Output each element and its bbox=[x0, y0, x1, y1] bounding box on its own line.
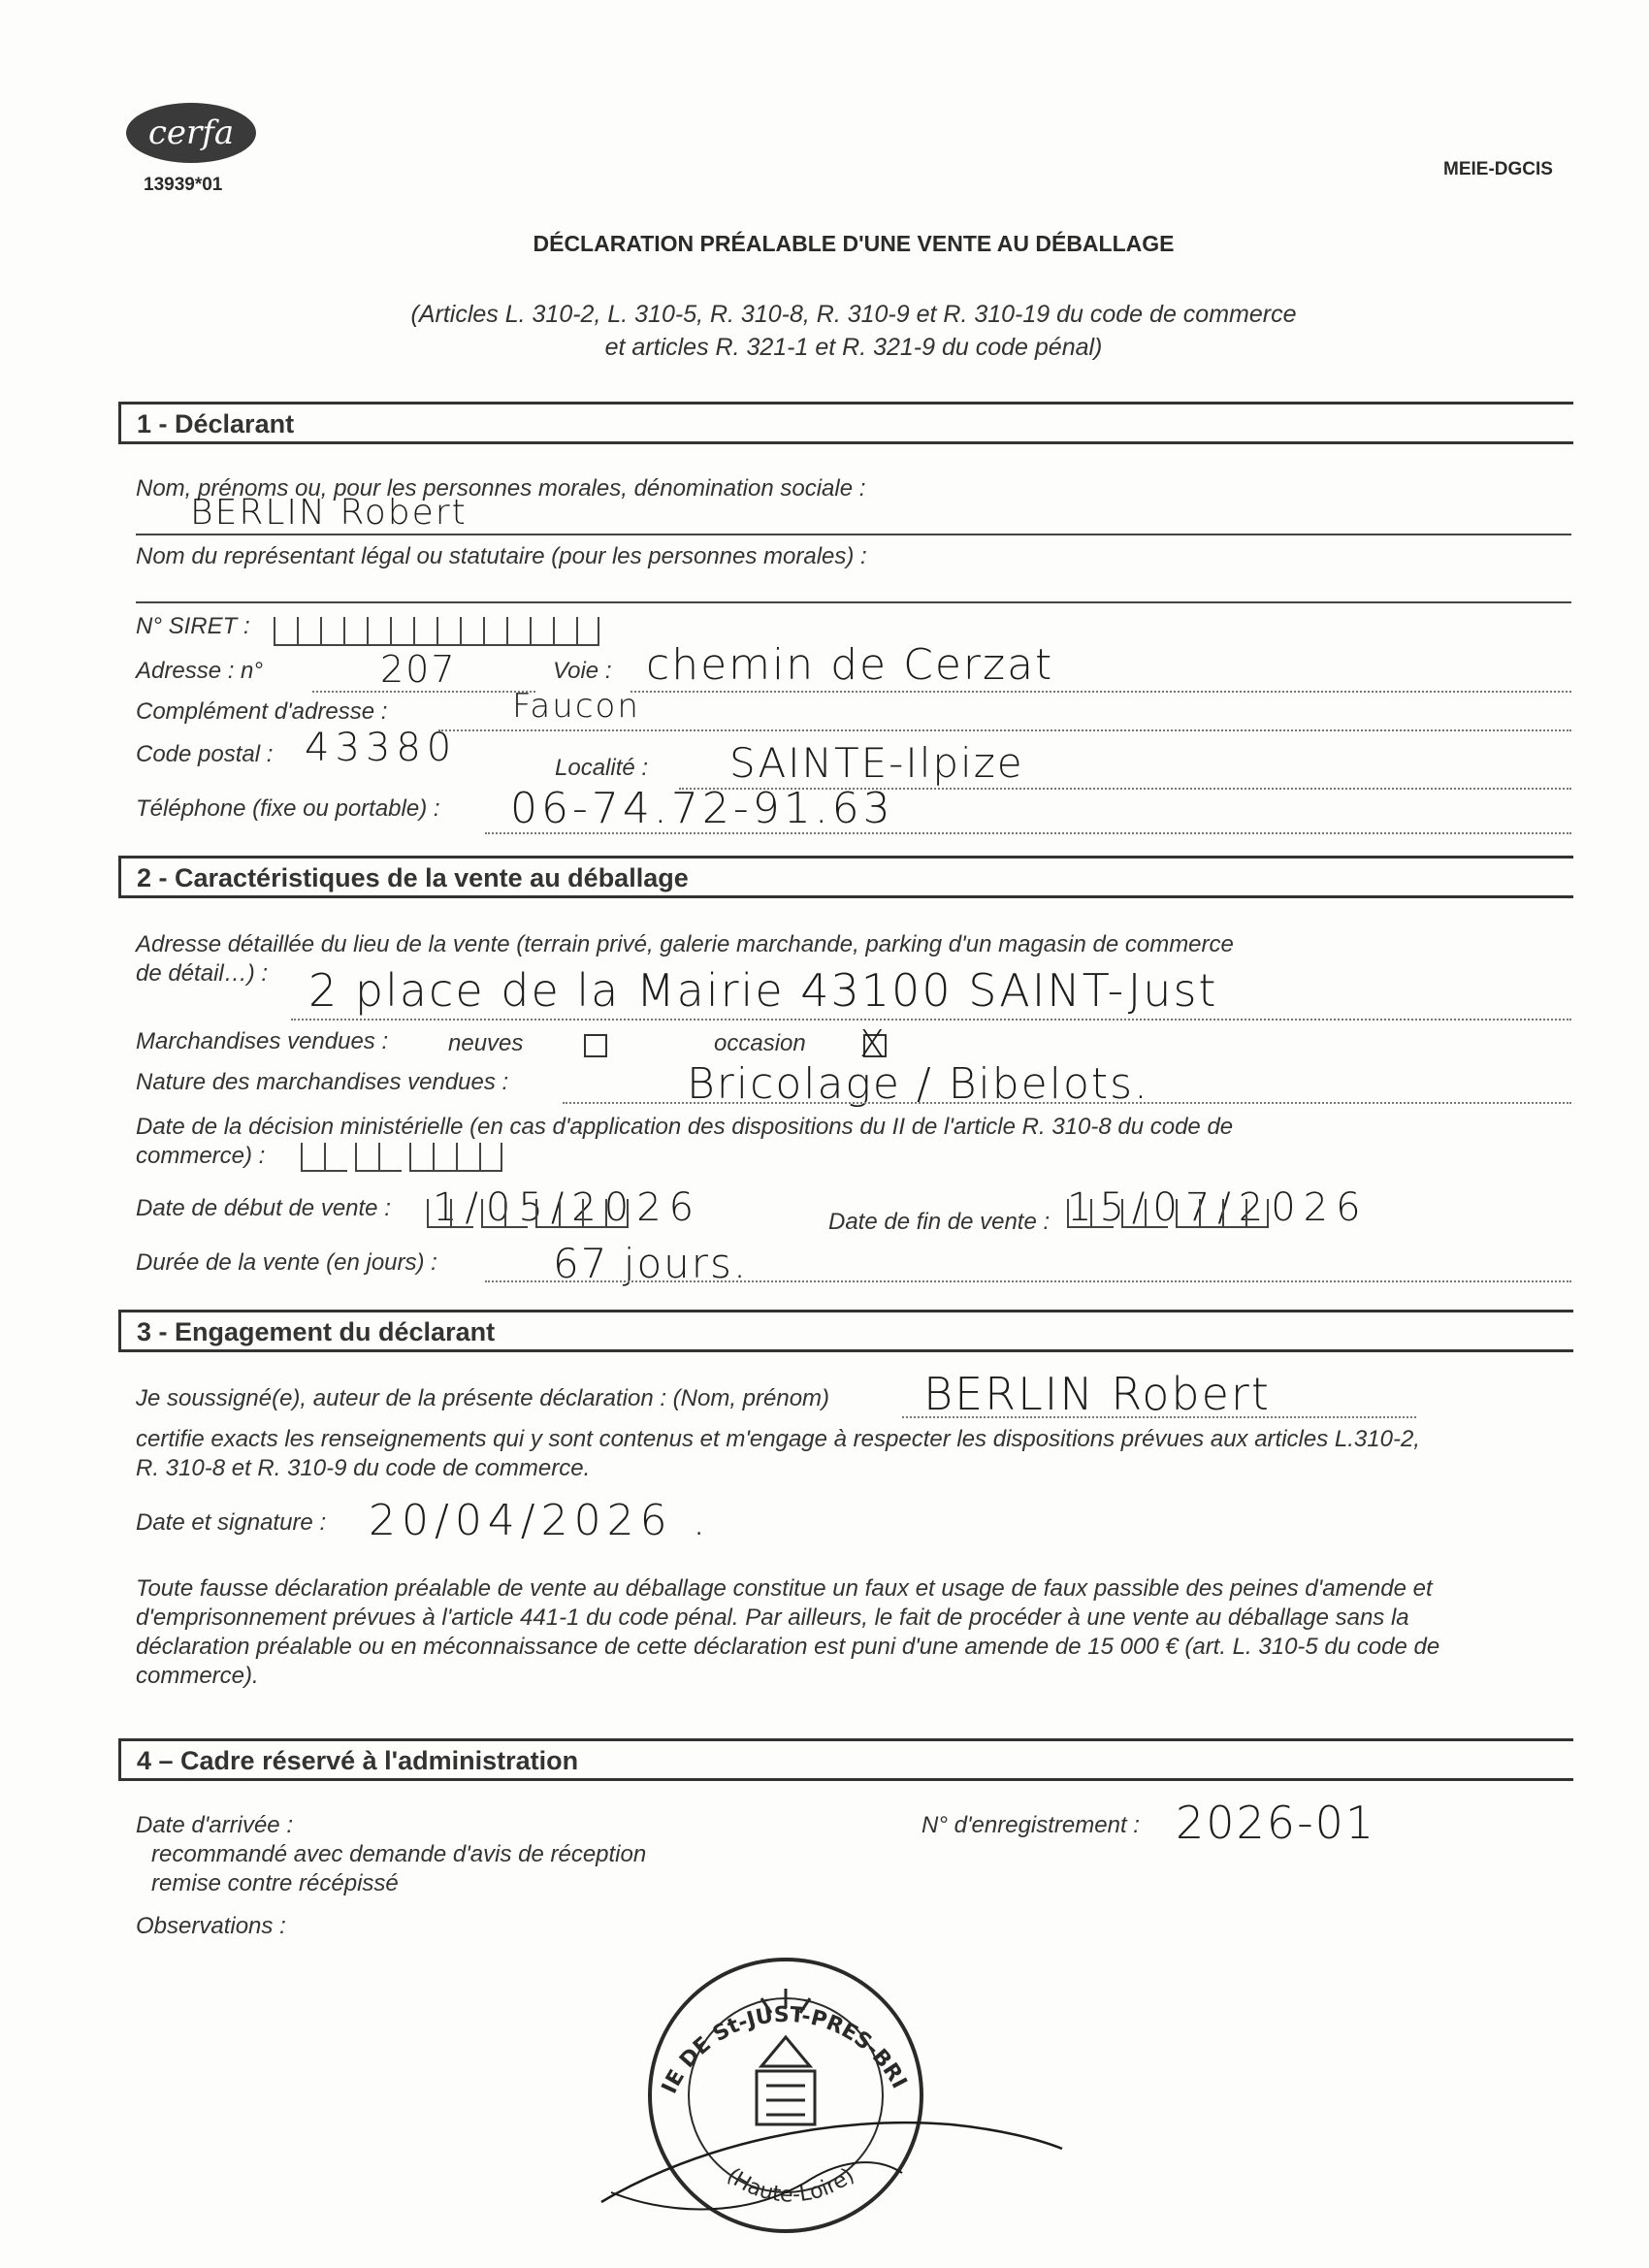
section-1-header bbox=[118, 402, 1573, 444]
articles-line-2: et articles R. 321-1 et R. 321-9 du code pénal) bbox=[604, 334, 1103, 361]
nature-value: Bricolage / Bibelots. bbox=[687, 1059, 1150, 1109]
section-2-header bbox=[118, 856, 1573, 898]
duration-label: Durée de la vente (en jours) : bbox=[136, 1249, 437, 1276]
postal-value: 43380 bbox=[305, 726, 458, 770]
undersigned-value: BERLIN Robert bbox=[923, 1368, 1271, 1420]
page-title: DÉCLARATION PRÉALABLE D'UNE VENTE AU DÉBALLAGE bbox=[533, 231, 1175, 256]
section-3-title: 3 - Engagement du déclarant bbox=[137, 1317, 496, 1346]
section-4-title: 4 – Cadre réservé à l'administration bbox=[137, 1746, 579, 1775]
svg-text:(Haute-Loire) bbox=[722, 2163, 858, 2207]
date-signature-value: 20/04/2026 . bbox=[369, 1496, 712, 1545]
arrival-label: Date d'arrivée : bbox=[136, 1812, 293, 1838]
goods-label: Marchandises vendues : bbox=[136, 1028, 389, 1054]
start-value: 1/05/2026 bbox=[433, 1185, 702, 1230]
complement-line bbox=[438, 729, 1571, 731]
section-3-header bbox=[118, 1310, 1573, 1352]
warning-line-1: Toute fausse déclaration préalable de vente au déballage constitue un faux et usage de faux passible des peines d'amende et bbox=[136, 1575, 1433, 1602]
voie-line bbox=[630, 691, 1571, 693]
nature-line bbox=[563, 1102, 1571, 1104]
postal-label: Code postal : bbox=[136, 741, 274, 767]
name-line bbox=[136, 534, 1571, 535]
voie-label: Voie : bbox=[553, 658, 612, 684]
new-checkbox[interactable] bbox=[584, 1034, 607, 1057]
duration-value: 67 jours. bbox=[553, 1240, 749, 1287]
new-label: neuves bbox=[448, 1030, 524, 1056]
address-label: Adresse : n° bbox=[136, 658, 263, 684]
start-label: Date de début de vente : bbox=[136, 1195, 391, 1221]
stamp-text-bottom: (Haute-Loire) bbox=[722, 2163, 859, 2208]
undersigned-line bbox=[902, 1416, 1416, 1418]
address-number-line bbox=[312, 691, 535, 693]
decision-date-boxes[interactable] bbox=[301, 1143, 502, 1172]
locality-label: Localité : bbox=[555, 755, 649, 781]
name-value: BERLIN Robert bbox=[190, 493, 468, 533]
form-number: 13939*01 bbox=[144, 175, 223, 195]
phone-line bbox=[485, 832, 1571, 834]
undersigned-label: Je soussigné(e), auteur de la présente déclaration : (Nom, prénom) bbox=[136, 1385, 830, 1411]
end-date-boxes bbox=[1067, 1199, 1269, 1228]
phone-label: Téléphone (fixe ou portable) : bbox=[136, 795, 440, 822]
name-label: Nom, prénoms ou, pour les personnes morales, dénomination sociale : bbox=[136, 475, 866, 502]
svg-text:cerfa: cerfa bbox=[147, 113, 235, 152]
arrival-option-2: remise contre récépissé bbox=[151, 1870, 399, 1896]
date-signature-label: Date et signature : bbox=[136, 1509, 327, 1536]
used-checkbox-mark: X bbox=[859, 1022, 886, 1065]
section-4-header bbox=[118, 1738, 1573, 1781]
warning-line-3: déclaration préalable ou en méconnaissance de cette déclaration est puni d'une amende de 15 000 € (art. L. 310-5 du code de bbox=[136, 1634, 1440, 1660]
place-value: 2 place de la Mairie 43100 SAINT-Just bbox=[308, 964, 1218, 1017]
rep-label: Nom du représentant légal ou statutaire (pour les personnes morales) : bbox=[136, 543, 867, 569]
voie-value: chemin de Cerzat bbox=[646, 640, 1054, 690]
complement-label: Complément d'adresse : bbox=[136, 698, 388, 725]
siret-boxes[interactable] bbox=[274, 617, 599, 646]
section-1-title: 1 - Déclarant bbox=[137, 409, 295, 438]
decision-label-1: Date de la décision ministérielle (en cas d'application des dispositions du II de l'article R. 310-8 du code de bbox=[136, 1114, 1234, 1140]
org-code: MEIE-DGCIS bbox=[1443, 159, 1553, 179]
start-date-boxes bbox=[427, 1199, 629, 1228]
svg-text:MAIRIE DE St-JUST-PRES-BRIOUDE bbox=[582, 1950, 911, 2097]
certify-line-1: certifie exacts les renseignements qui y sont contenus et m'engage à respecter les dispositions prévues aux articles L.310-2, bbox=[136, 1426, 1420, 1452]
phone-value: 06-74.72-91.63 bbox=[510, 784, 894, 833]
rep-line bbox=[136, 601, 1571, 603]
siret-label: N° SIRET : bbox=[136, 613, 250, 639]
complement-value: Faucon bbox=[512, 687, 640, 726]
warning-line-2: d'emprisonnement prévues à l'article 441-1 du code pénal. Par ailleurs, le fait de procéder à une vente au déballage sans la bbox=[136, 1604, 1409, 1631]
registration-value: 2026-01 bbox=[1176, 1797, 1376, 1849]
place-label-1: Adresse détaillée du lieu de la vente (terrain privé, galerie marchande, parking d'un magasin de commerce bbox=[136, 931, 1234, 957]
used-label: occasion bbox=[714, 1030, 806, 1056]
section-2-title: 2 - Caractéristiques de la vente au déballage bbox=[137, 863, 689, 892]
place-label-2: de détail…) : bbox=[136, 960, 269, 987]
observations-label: Observations : bbox=[136, 1913, 286, 1939]
certify-line-2: R. 310-8 et R. 310-9 du code de commerce. bbox=[136, 1455, 591, 1481]
warning-line-4: commerce). bbox=[136, 1663, 259, 1689]
decision-label-2: commerce) : bbox=[136, 1143, 266, 1169]
place-line bbox=[291, 1019, 1571, 1021]
arrival-option-1: recommandé avec demande d'avis de réception bbox=[151, 1841, 647, 1867]
end-label: Date de fin de vente : bbox=[828, 1209, 1051, 1235]
articles-line-1: (Articles L. 310-2, L. 310-5, R. 310-8, R. 310-9 et R. 310-19 du code de commerce bbox=[410, 301, 1297, 328]
locality-value: SAINTE-Ilpize bbox=[729, 739, 1024, 787]
duration-line bbox=[485, 1280, 1571, 1282]
registration-label: N° d'enregistrement : bbox=[922, 1812, 1140, 1838]
cerfa-logo bbox=[124, 101, 258, 165]
address-number: 207 bbox=[380, 648, 457, 691]
end-value: 15/07/2026 bbox=[1067, 1185, 1369, 1230]
mairie-stamp bbox=[582, 1950, 1067, 2241]
stamp-text-top: IE DE St-JUST-PRES-BRI bbox=[657, 2002, 912, 2098]
nature-label: Nature des marchandises vendues : bbox=[136, 1069, 509, 1095]
used-checkbox[interactable] bbox=[859, 1022, 887, 1065]
